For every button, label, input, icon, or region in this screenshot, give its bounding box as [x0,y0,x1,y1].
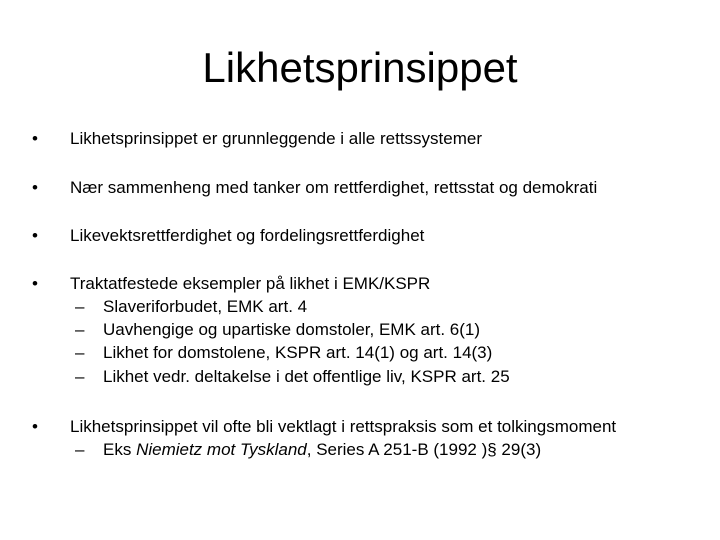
bullet-icon: • [32,274,38,293]
bullet-icon: • [32,129,38,148]
bullet-text: Traktatfestede eksempler på likhet i EMK/KSPR [70,274,431,293]
case-name: Niemietz mot Tyskland [136,440,307,459]
sub-item-text: Likhet vedr. deltakelse i det offentlige liv, KSPR art. 25 [103,367,510,386]
sub-item-text: Slaveriforbudet, EMK art. 4 [103,297,308,316]
bullet-text: Likhetsprinsippet er grunnleggende i alle rettssystemer [70,129,483,148]
dash-icon: – [75,343,85,362]
bullet-text: Likevektsrettferdighet og fordelingsrettferdighet [70,226,425,245]
bullet-icon: • [32,226,38,245]
case-reference [103,439,541,461]
bullet-text: Likhetsprinsippet vil ofte bli vektlagt i rettspraksis som et tolkingsmoment [70,417,617,436]
dash-icon: – [75,320,85,339]
sub-item-text: Likhet for domstolene, KSPR art. 14(1) og art. 14(3) [103,343,493,362]
case-prefix: Eks [103,440,137,459]
bullet-icon: • [32,178,38,197]
bullet-icon: • [32,417,38,436]
bullet-text: Nær sammenheng med tanker om rettferdighet, rettsstat og demokrati [70,178,598,197]
slide-title: Likhetsprinsippet [202,44,518,91]
dash-icon: – [75,440,85,459]
sub-item-text: Uavhengige og upartiske domstoler, EMK art. 6(1) [103,320,481,339]
dash-icon: – [75,367,85,386]
case-suffix: , Series A 251-B (1992 )§ 29(3) [306,440,542,459]
dash-icon: – [75,297,85,316]
